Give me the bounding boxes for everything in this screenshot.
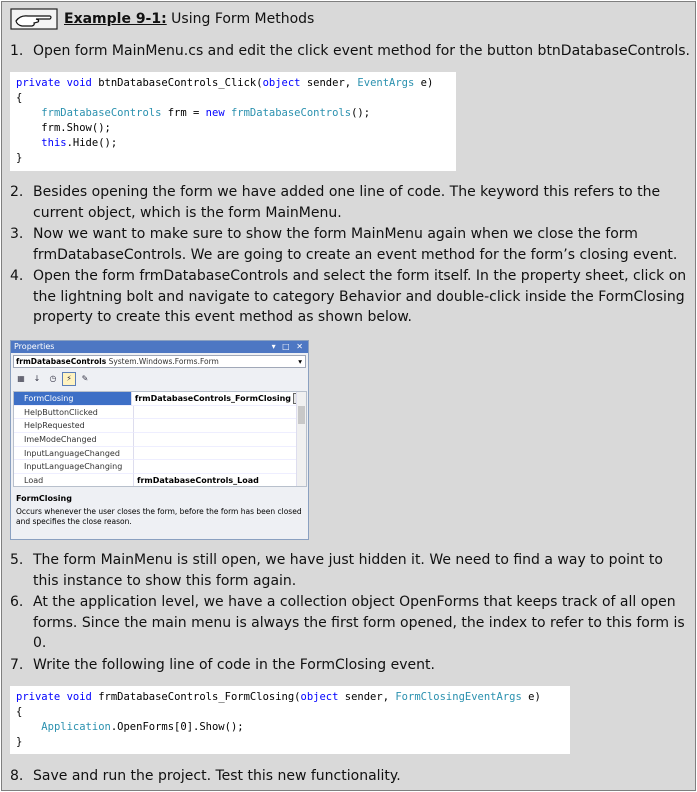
step-number: 2. (10, 184, 24, 200)
step-number: 3. (10, 226, 24, 242)
code-block-formclosing-handler: private void frmDatabaseControls_FormClosing(object sender, FormClosingEventArgs e) { Application.OpenForms[0].Show(); } (10, 686, 570, 754)
properties-toolbar (11, 370, 308, 388)
step-text: The form MainMenu is still open, we have just hidden it. We need to find a way to point to this instance to show this form again. (33, 552, 663, 589)
code-block-click-handler: private void btnDatabaseControls_Click(object sender, EventArgs e) { frmDatabaseControls frm = new frmDatabaseControls(); frm.Show(); this.Hide(); } (10, 72, 456, 171)
grid-row[interactable]: Load frmDatabaseControls_Load (14, 474, 306, 487)
step-7 (10, 655, 692, 676)
pointing-hand-icon (10, 7, 58, 31)
step-text: Open form MainMenu.cs and edit the click event method for the button btnDatabaseControls. (33, 43, 690, 59)
step-number: 5. (10, 552, 24, 568)
grid-row[interactable]: ImeModeChanged (14, 433, 306, 447)
step-4 (10, 266, 692, 328)
properties-title: Properties (14, 342, 55, 351)
step-text: Now we want to make sure to show the form MainMenu again when we close the form frmDatabaseControls. We are going to create an event method for the form’s closing event. (33, 226, 678, 263)
step-text: Save and run the project. Test this new functionality. (33, 768, 401, 784)
chevron-down-icon: ▾ (298, 357, 302, 366)
example-frame (1, 1, 696, 791)
events-grid (13, 391, 307, 487)
property-pages-icon[interactable]: ✎ (81, 374, 89, 383)
step-3 (10, 224, 692, 265)
step-6 (10, 592, 692, 654)
grid-row-formclosing[interactable]: FormClosing frmDatabaseControls_FormClosing (14, 392, 306, 406)
example-title (64, 11, 314, 27)
object-type: System.Windows.Forms.Form (108, 357, 219, 366)
step-text: Write the following line of code in the FormClosing event. (33, 657, 435, 673)
step-number: 7. (10, 657, 24, 673)
step-number: 6. (10, 594, 24, 610)
window-controls[interactable]: ▾ □ ✕ (271, 342, 305, 351)
scroll-thumb[interactable] (298, 406, 305, 424)
object-selector[interactable] (13, 355, 306, 368)
object-name: frmDatabaseControls (16, 357, 107, 366)
step-number: 4. (10, 268, 24, 284)
step-text: At the application level, we have a collection object OpenForms that keeps track of all open forms. Since the main menu is always the first form opened, the index to refer to this form is 0. (33, 594, 685, 651)
grid-row[interactable]: HelpRequested (14, 419, 306, 433)
description-title: FormClosing (16, 494, 72, 503)
step-5 (10, 550, 692, 591)
grid-scrollbar[interactable] (296, 392, 306, 486)
property-description (13, 491, 307, 537)
properties-titlebar (11, 341, 308, 353)
example-header (10, 6, 314, 32)
example-title-text: Using Form Methods (171, 11, 315, 27)
step-8 (10, 766, 692, 787)
example-number: Example 9-1: (64, 11, 167, 27)
grid-row[interactable]: HelpButtonClicked (14, 406, 306, 420)
alphabetical-icon[interactable]: ↓ (33, 374, 41, 383)
grid-row[interactable]: InputLanguageChanging (14, 460, 306, 474)
step-number: 1. (10, 43, 24, 59)
properties-icon[interactable]: ◷ (49, 374, 57, 383)
categorized-icon[interactable]: ▦ (17, 374, 25, 383)
step-text: Open the form frmDatabaseControls and select the form itself. In the property sheet, click on the lightning bolt and navigate to category Behavior and double-click inside the FormClosing property to create this event method as shown below. (33, 268, 687, 325)
grid-row[interactable]: InputLanguageChanged (14, 447, 306, 461)
events-lightning-icon[interactable]: ⚡ (62, 372, 76, 386)
properties-panel (10, 340, 309, 540)
step-2 (10, 182, 692, 223)
step-1 (10, 41, 692, 62)
step-number: 8. (10, 768, 24, 784)
description-body: Occurs whenever the user closes the form, before the form has been closed and specifies the close reason. (16, 507, 302, 526)
step-text: Besides opening the form we have added one line of code. The keyword this refers to the current object, which is the form MainMenu. (33, 184, 661, 221)
